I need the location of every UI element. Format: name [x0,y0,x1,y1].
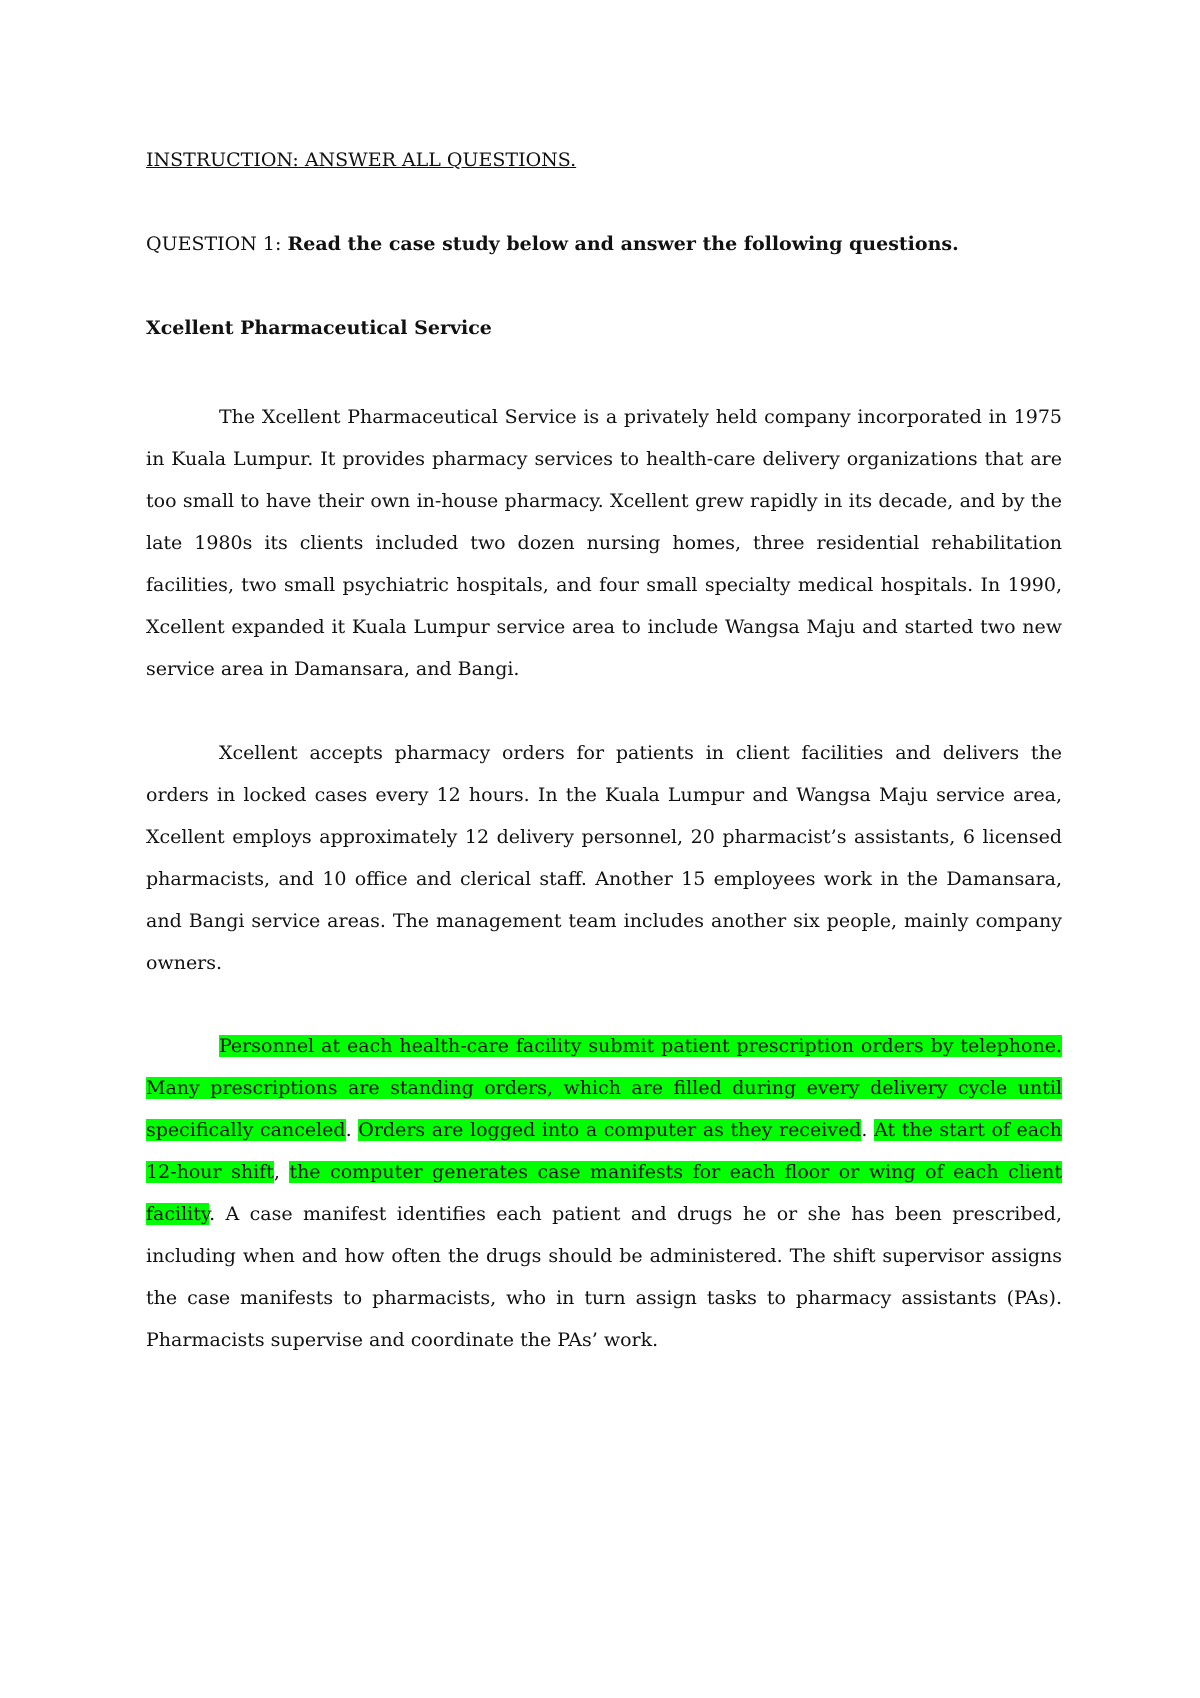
highlighted-text: Personnel at each health-care facility submit patient prescription orders by telephone. [219,1035,1062,1057]
paragraph-operations: Xcellent accepts pharmacy orders for patients in client facilities and delivers the orders in locked cases every 12 hours. In the Kuala Lumpur and Wangsa Maju service area, Xcellent employs approximately 12 delivery personnel, 20 pharmacist’s assistants, 6 licensed pharmacists, and 10 office and clerical staff. Another 15 employees work in the Damansara, and Bangi service areas. The management team includes another six people, mainly company owners. [146,742,1062,974]
highlighted-text: Orders are logged into a computer as they received [358,1119,862,1141]
plain-text: . [861,1119,875,1141]
highlighted-text: Many prescriptions are standing orders, which are filled during every delivery cycle until specifically canceled [146,1077,1062,1141]
paragraph-ordering-process [146,1025,1062,1361]
paragraph-company-background: The Xcellent Pharmaceutical Service is a privately held company incorporated in 1975 in Kuala Lumpur. It provides pharmacy services to health-care delivery organizations that are too small to have their own in-house pharmacy. Xcellent grew rapidly in its decade, and by the late 1980s its clients included two dozen nursing homes, three residential rehabilitation facilities, two small psychiatric hospitals, and four small specialty medical hospitals. In 1990, Xcellent expanded it Kuala Lumpur service area to include Wangsa Maju and started two new service area in Damansara, and Bangi. [146,406,1062,680]
case-study-title: Xcellent Pharmaceutical Service [146,317,492,339]
instruction-heading: INSTRUCTION: ANSWER ALL QUESTIONS. [146,149,577,171]
plain-text: , [273,1161,290,1183]
plain-text: . [345,1119,359,1141]
highlighted-text: At the start of each 12-hour shift [146,1119,1062,1183]
question-heading [146,230,959,258]
plain-text: . A case manifest identifies each patient and drugs he or she has been prescribed, including when and how often the drugs should be administered. The shift supervisor assigns the case manifests to pharmacists, who in turn assign tasks to pharmacy assistants (PAs). Pharmacists supervise and coordinate the PAs’ work. [146,1203,1062,1351]
highlighted-text: the computer generates case manifests for each floor or wing of each client facility [146,1161,1062,1225]
question-text: Read the case study below and answer the following questions. [287,233,959,255]
question-number: QUESTION 1: [146,233,282,255]
